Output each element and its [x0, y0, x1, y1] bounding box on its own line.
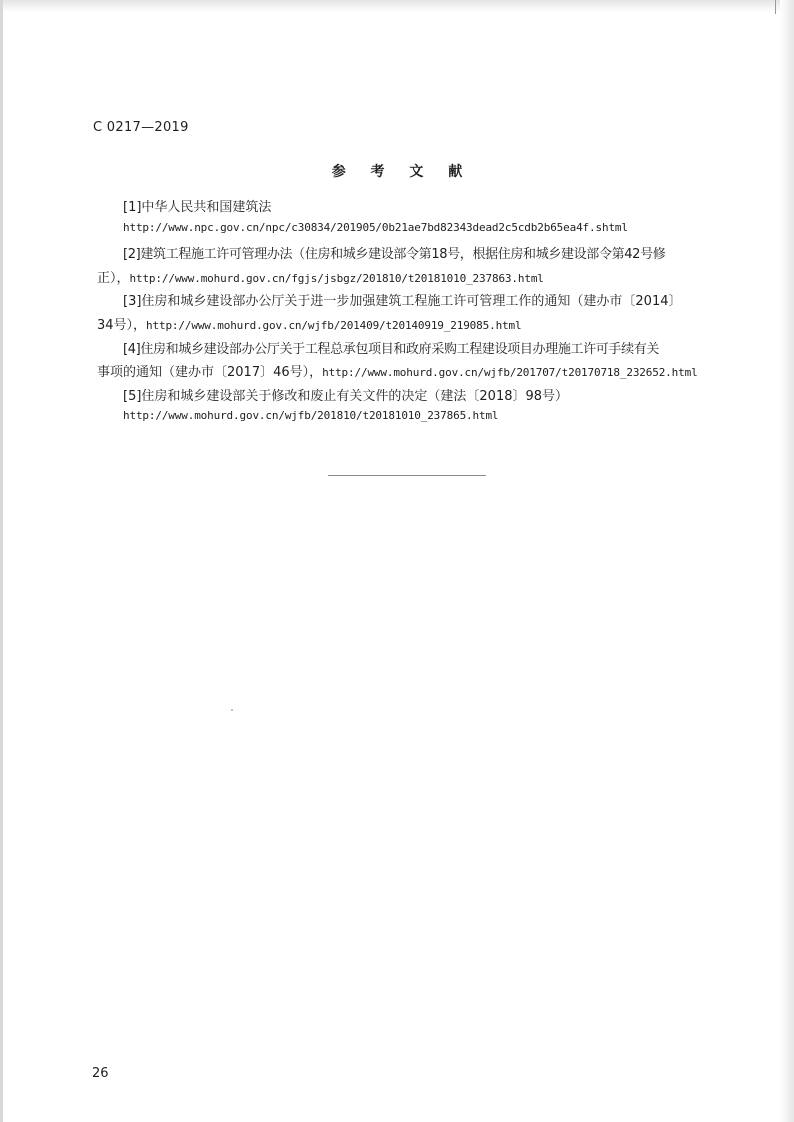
- reference-url: http://www.mohurd.gov.cn/fgjs/jsbgz/201810/t20181010_237863.html: [129, 271, 544, 285]
- reference-line: [97, 361, 721, 385]
- reference-line: [97, 385, 721, 409]
- page-number: 26: [92, 1066, 109, 1081]
- reference-text: [3]住房和城乡建设部办公厅关于进一步加强建筑工程施工许可管理工作的通知（建办市〔2014〕: [123, 294, 682, 310]
- reference-url: http://www.mohurd.gov.cn/wjfb/201409/t20140919_219085.html: [146, 318, 522, 332]
- scan-speck: [231, 709, 233, 711]
- reference-text: [4]住房和城乡建设部办公厅关于工程总承包项目和政府采购工程建设项目办理施工许可手续有关: [123, 341, 660, 357]
- reference-text: [2]建筑工程施工许可管理办法（住房和城乡建设部令第18号，根据住房和城乡建设部令第42号修: [123, 247, 666, 263]
- references-heading: 参 考 文 献: [331, 164, 473, 180]
- reference-line: [97, 196, 721, 220]
- reference-line: [97, 408, 721, 432]
- reference-text: [5]住房和城乡建设部关于修改和废止有关文件的决定（建法〔2018〕98号）: [123, 388, 569, 404]
- reference-list: [97, 196, 721, 432]
- reference-url: http://www.mohurd.gov.cn/wjfb/201810/t20181010_237865.html: [123, 409, 499, 423]
- reference-line: [97, 267, 721, 291]
- reference-line: [97, 314, 721, 338]
- reference-url: http://www.mohurd.gov.cn/wjfb/201707/t20170718_232652.html: [322, 366, 698, 380]
- reference-line: [97, 290, 721, 314]
- reference-url: http://www.npc.gov.cn/npc/c30834/201905/0b21ae7bd82343dead2c5cdb2b65ea4f.shtml: [123, 220, 628, 234]
- reference-line: [97, 338, 721, 362]
- reference-text: 34号），: [97, 317, 147, 333]
- standard-code: C 0217—2019: [93, 120, 189, 135]
- reference-line: [97, 243, 721, 267]
- reference-text: 正），: [97, 270, 130, 286]
- reference-line: [97, 220, 721, 244]
- scan-corner-mark: [775, 0, 776, 14]
- reference-text: 事项的通知（建办市〔2017〕46号），: [97, 365, 323, 381]
- end-rule: [328, 475, 486, 476]
- reference-text: [1]中华人民共和国建筑法: [123, 200, 272, 215]
- scan-top-edge: [0, 0, 794, 12]
